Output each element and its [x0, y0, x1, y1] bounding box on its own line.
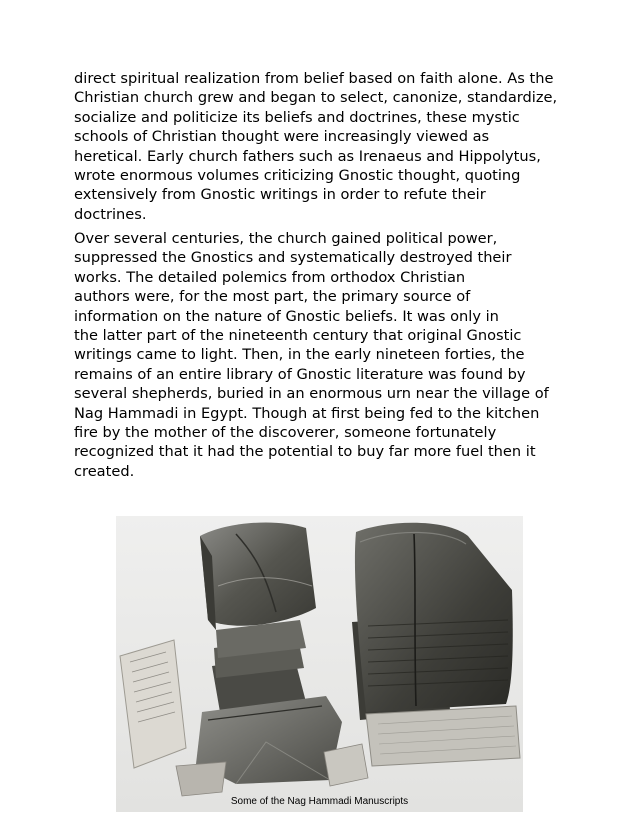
text-line: Nag Hammadi in Egypt. Though at first being fed to the kitchen: [74, 404, 540, 422]
text-line: created.: [74, 462, 135, 480]
text-line: socialize and politicize its beliefs and doctrines, these mystic: [74, 108, 520, 126]
text-line: fire by the mother of the discoverer, someone fortunately: [74, 424, 497, 442]
text-line: works. The detailed polemics from orthodox Christian: [74, 268, 466, 286]
body-paragraph-2: [74, 229, 574, 481]
text-line: wrote enormous volumes criticizing Gnostic thought, quoting: [74, 167, 521, 185]
text-line: Christian church grew and began to select, canonize, standardize,: [74, 89, 558, 107]
figure-caption: Some of the Nag Hammadi Manuscripts: [230, 796, 409, 807]
text-line: heretical. Early church fathers such as Irenaeus and Hippolytus,: [74, 147, 541, 165]
manuscripts-photo: [116, 516, 523, 812]
text-line: extensively from Gnostic writings in order to refute their: [74, 186, 486, 204]
text-line: direct spiritual realization from belief based on faith alone. As the: [74, 70, 554, 87]
text-line: doctrines.: [74, 205, 147, 223]
text-line: authors were, for the most part, the primary source of: [74, 288, 471, 306]
text-line: the latter part of the nineteenth century that original Gnostic: [74, 327, 522, 345]
text-line: suppressed the Gnostics and systematically destroyed their: [74, 249, 512, 267]
text-line: recognized that it had the potential to buy far more fuel then it: [74, 443, 536, 461]
manuscripts-photo-illustration: [116, 516, 523, 812]
text-line: several shepherds, buried in an enormous urn near the village of: [74, 385, 549, 403]
text-line: Over several centuries, the church gained political power,: [74, 230, 498, 247]
text-line: writings came to light. Then, in the early nineteen forties, the: [74, 346, 525, 364]
text-line: information on the nature of Gnostic beliefs. It was only in: [74, 307, 499, 325]
text-line: remains of an entire library of Gnostic literature was found by: [74, 365, 526, 383]
body-paragraph-1: [74, 69, 574, 224]
text-line: schools of Christian thought were increasingly viewed as: [74, 128, 490, 146]
